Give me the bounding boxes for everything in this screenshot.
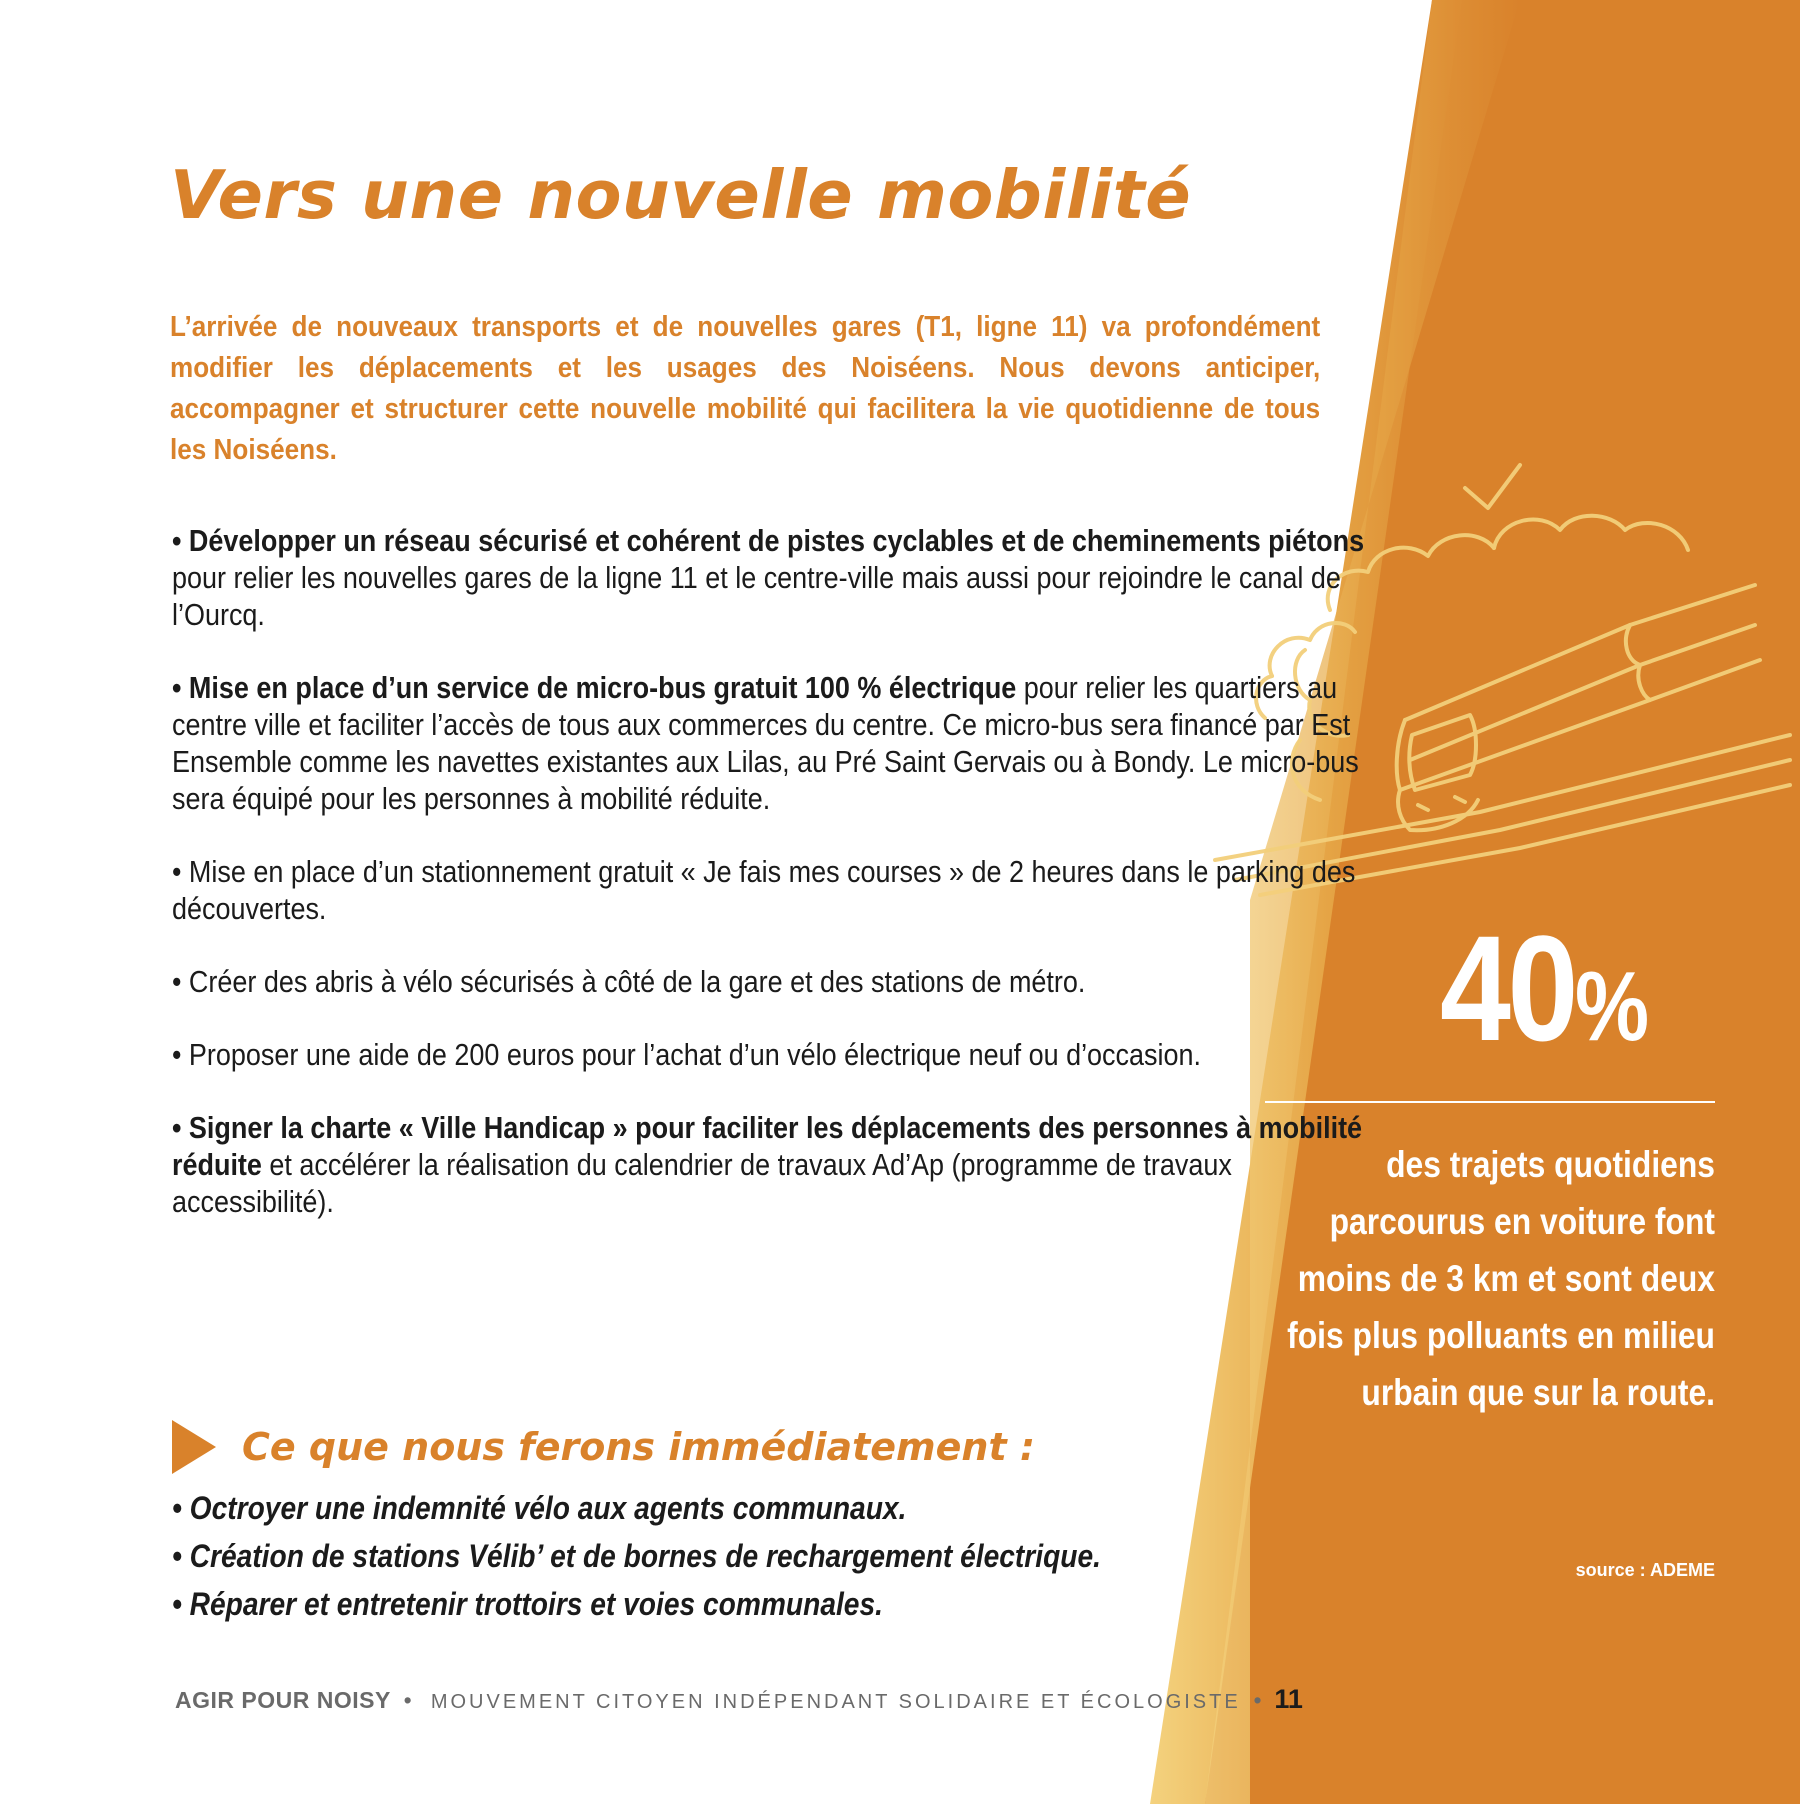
divider (1265, 1101, 1715, 1103)
footer-brand: AGIR POUR NOISY (175, 1687, 391, 1713)
stat-figure (1440, 904, 1650, 1086)
section-heading (172, 1420, 1035, 1474)
action-list (172, 1484, 1472, 1628)
page-number: 11 (1274, 1684, 1303, 1714)
bullet-text: pour relier les quartiers au centre ville et faciliter l’accès de tous aux commerces du centre. Ce micro-bus sera financé par Est Ensemble comme les navettes existantes aux Lilas, au Pré Saint Gervais ou à Bondy. Le micro-bus sera équipé pour les personnes à mobilité réduite. (172, 670, 1359, 816)
stat-number: 40 (1440, 904, 1576, 1072)
bullet-bold: • Signer la charte « Ville Handicap » pour faciliter les déplacements des personnes à mobilité réduite (172, 1110, 1363, 1182)
bullet-bold: • Mise en place d’un service de micro-bus gratuit 100 % électrique (172, 670, 1017, 705)
list-item: • Octroyer une indemnité vélo aux agents communaux. (172, 1490, 907, 1526)
bullet-text: • Créer des abris à vélo sécurisés à côté de la gare et des stations de métro. (172, 964, 1086, 999)
footer-separator: • (1247, 1687, 1268, 1713)
list-item (172, 669, 1381, 817)
list-item: • Création de stations Vélib’ et de bornes de rechargement électrique. (172, 1538, 1101, 1574)
bullet-list (172, 522, 1382, 1256)
list-item: • Réparer et entretenir trottoirs et voies communales. (172, 1586, 883, 1622)
bullet-text: • Mise en place d’un stationnement gratuit « Je fais mes courses » de 2 heures dans le parking des découvertes. (172, 854, 1356, 926)
stat-description: des trajets quotidiens parcourus en voiture font moins de 3 km et sont deux fois plus polluants en milieu urbain que sur la route. (1287, 1144, 1715, 1413)
list-item (172, 522, 1381, 633)
bullet-text: et accélérer la réalisation du calendrier de travaux Ad’Ap (programme de travaux accessibilité). (172, 1147, 1232, 1219)
list-item (172, 853, 1381, 927)
footer-separator: • (397, 1687, 425, 1713)
page-title: Vers une nouvelle mobilité (170, 156, 1192, 234)
list-item (172, 1036, 1381, 1073)
footer-tagline: MOUVEMENT CITOYEN INDÉPENDANT SOLIDAIRE ET ÉCOLOGISTE (430, 1691, 1241, 1713)
list-item (172, 1109, 1381, 1220)
bullet-text: pour relier les nouvelles gares de la ligne 11 et le centre-ville mais aussi pour rejoindre le canal de l’Ourcq. (172, 560, 1341, 632)
stat-unit: % (1575, 951, 1650, 1061)
section-heading-text: Ce que nous ferons immédiatement : (242, 1425, 1036, 1469)
play-triangle-icon (172, 1420, 216, 1474)
intro-paragraph: L’arrivée de nouveaux transports et de nouvelles gares (T1, ligne 11) va profondément modifier les déplacements et les usages des Noiséens. Nous devons anticiper, accompagner et structurer cette nouvelle mobilité qui facilitera la vie quotidienne de tous les Noiséens. (170, 311, 1321, 466)
list-item (172, 963, 1381, 1000)
stat-source: source : ADEME (1575, 1560, 1715, 1580)
page-footer (175, 1684, 1303, 1717)
bullet-bold: • Développer un réseau sécurisé et cohérent de pistes cyclables et de cheminements piétons (172, 523, 1365, 558)
bullet-text: • Proposer une aide de 200 euros pour l’achat d’un vélo électrique neuf ou d’occasion. (172, 1037, 1202, 1072)
